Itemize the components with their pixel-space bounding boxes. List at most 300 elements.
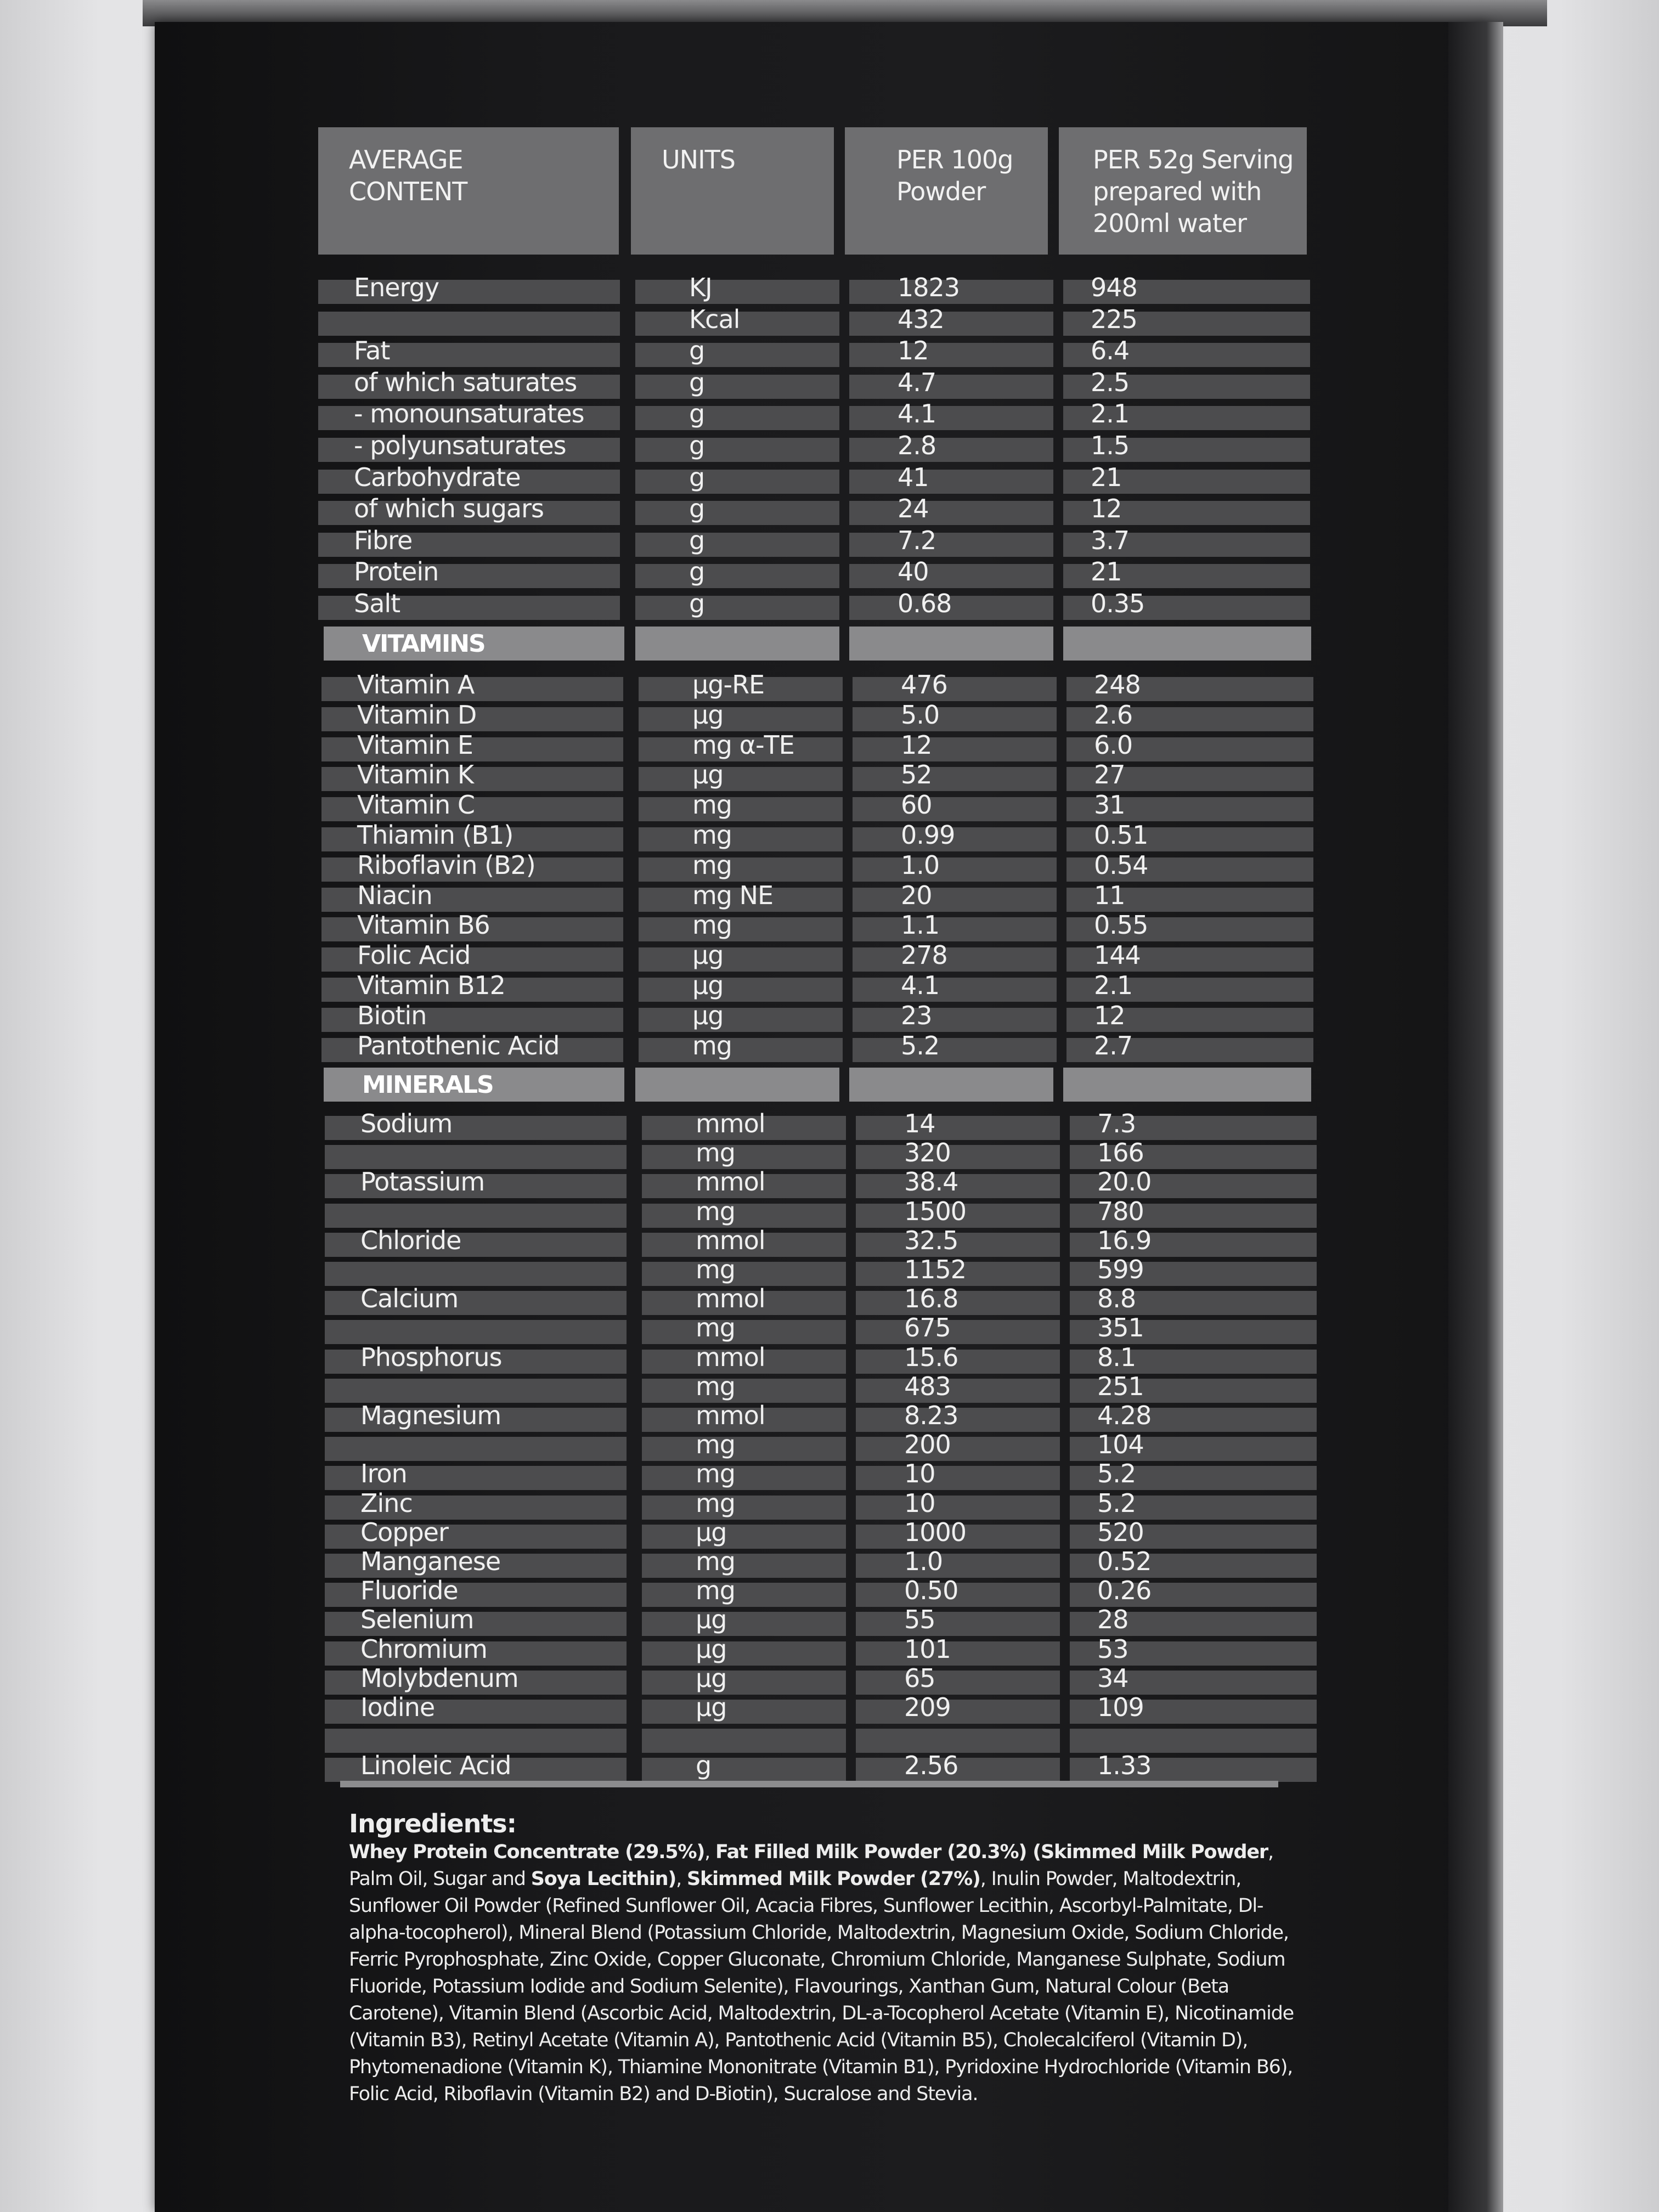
per-100g-value: 2.56 bbox=[904, 1751, 958, 1781]
per-serving-value: 520 bbox=[1097, 1517, 1144, 1547]
row-stripe bbox=[856, 1729, 1060, 1753]
unit-cell: mg bbox=[696, 1459, 736, 1489]
per-100g-value: 2.8 bbox=[898, 431, 936, 460]
unit-cell: mmol bbox=[696, 1109, 765, 1138]
table-row bbox=[318, 398, 1311, 429]
table-row bbox=[325, 1137, 1318, 1168]
section-band bbox=[849, 1068, 1053, 1102]
table-row bbox=[325, 1458, 1318, 1489]
ingredient-run: , bbox=[704, 1841, 715, 1863]
row-stripe bbox=[635, 280, 839, 304]
ingredients-block bbox=[349, 1808, 1314, 2108]
table-row bbox=[321, 940, 1314, 970]
unit-cell: g bbox=[696, 1751, 712, 1781]
per-serving-value: 27 bbox=[1094, 760, 1125, 790]
row-stripe bbox=[642, 1466, 846, 1490]
unit-cell: g bbox=[689, 336, 705, 366]
section-band bbox=[1063, 627, 1311, 661]
table-row bbox=[325, 1400, 1318, 1431]
ingredient-bold-run: Fat Filled Milk Powder (20.3%) (Skimmed Milk Powder bbox=[715, 1841, 1268, 1863]
nutrient-name: Linoleic Acid bbox=[360, 1751, 511, 1781]
nutrient-name: Carbohydrate bbox=[354, 462, 521, 492]
row-stripe bbox=[853, 797, 1057, 821]
unit-cell: mmol bbox=[696, 1167, 765, 1197]
row-stripe bbox=[325, 1379, 627, 1403]
nutrient-name: Pantothenic Acid bbox=[357, 1030, 560, 1060]
nutrient-name: Riboflavin (B2) bbox=[357, 850, 535, 880]
per-serving-value: 12 bbox=[1091, 494, 1122, 524]
row-stripe bbox=[856, 1379, 1060, 1403]
per-100g-value: 20 bbox=[901, 880, 932, 910]
ingredients-text bbox=[349, 1839, 1314, 2108]
per-serving-value: 1.5 bbox=[1091, 431, 1130, 460]
per-serving-value: 2.1 bbox=[1094, 970, 1133, 1000]
unit-cell: mg bbox=[696, 1430, 736, 1460]
row-stripe bbox=[635, 375, 839, 399]
unit-cell: mmol bbox=[696, 1401, 765, 1430]
per-serving-value: 34 bbox=[1097, 1663, 1128, 1693]
nutrient-name: Iodine bbox=[360, 1692, 435, 1722]
row-stripe bbox=[635, 343, 839, 367]
per-100g-value: 55 bbox=[904, 1605, 935, 1635]
per-serving-value: 0.51 bbox=[1094, 820, 1148, 850]
per-100g-value: 24 bbox=[898, 494, 929, 524]
unit-cell: g bbox=[689, 462, 705, 492]
per-100g-value: 5.0 bbox=[901, 699, 940, 730]
row-stripe bbox=[856, 1145, 1060, 1169]
section-band bbox=[635, 1068, 839, 1102]
row-stripe bbox=[853, 1038, 1057, 1062]
table-row bbox=[325, 1750, 1318, 1781]
per-100g-value: 1823 bbox=[898, 273, 960, 302]
row-stripe bbox=[849, 343, 1053, 367]
per-100g-value: 320 bbox=[904, 1138, 951, 1168]
table-row bbox=[325, 1517, 1318, 1548]
row-stripe bbox=[642, 1496, 846, 1520]
table-row bbox=[318, 556, 1311, 587]
row-stripe bbox=[325, 1437, 627, 1461]
nutrient-name: Vitamin D bbox=[357, 699, 477, 730]
per-100g-value: 1000 bbox=[904, 1517, 967, 1547]
unit-cell: mg bbox=[692, 1030, 732, 1060]
table-row bbox=[321, 789, 1314, 820]
table-row bbox=[325, 1312, 1318, 1343]
row-stripe bbox=[642, 1525, 846, 1549]
row-stripe bbox=[642, 1729, 846, 1753]
section-band bbox=[635, 627, 839, 661]
per-serving-value: 2.7 bbox=[1094, 1030, 1133, 1060]
unit-cell: mg bbox=[692, 910, 732, 940]
per-serving-value: 104 bbox=[1097, 1430, 1144, 1460]
nutrient-name: Manganese bbox=[360, 1547, 501, 1576]
nutrient-name: of which sugars bbox=[354, 494, 544, 524]
unit-cell: mg bbox=[692, 820, 732, 850]
unit-cell: mg bbox=[692, 850, 732, 880]
per-100g-value: 483 bbox=[904, 1371, 951, 1401]
unit-cell: g bbox=[689, 399, 705, 429]
unit-cell: mmol bbox=[696, 1284, 765, 1314]
unit-cell: g bbox=[689, 557, 705, 587]
unit-cell: mg bbox=[692, 790, 732, 820]
per-serving-value: 53 bbox=[1097, 1634, 1128, 1664]
table-row bbox=[321, 730, 1314, 760]
table-row bbox=[325, 1108, 1318, 1139]
nutrient-name: Fat bbox=[354, 336, 390, 366]
nutrient-name: Molybdenum bbox=[360, 1663, 518, 1693]
table-row bbox=[321, 880, 1314, 911]
table-row bbox=[321, 1030, 1314, 1061]
row-stripe bbox=[639, 827, 843, 851]
row-stripe bbox=[853, 707, 1057, 731]
per-serving-value: 251 bbox=[1097, 1371, 1144, 1401]
nutrient-name: Energy bbox=[354, 273, 439, 302]
per-100g-value: 278 bbox=[901, 940, 947, 970]
row-stripe bbox=[642, 1379, 846, 1403]
ingredient-run: , Palm Oil, Sugar and bbox=[349, 1841, 1273, 1890]
per-100g-value: 1.0 bbox=[904, 1547, 943, 1576]
per-serving-value: 948 bbox=[1091, 273, 1137, 302]
nutrient-name: - monounsaturates bbox=[354, 399, 584, 429]
per-serving-value: 20.0 bbox=[1097, 1167, 1152, 1197]
per-serving-value: 8.1 bbox=[1097, 1342, 1136, 1372]
ingredient-bold-run: Soya Lecithin) bbox=[531, 1868, 676, 1890]
per-100g-value: 1.0 bbox=[901, 850, 940, 880]
row-stripe bbox=[856, 1612, 1060, 1636]
table-row bbox=[318, 525, 1311, 556]
unit-cell: mmol bbox=[696, 1342, 765, 1372]
table-row bbox=[321, 759, 1314, 790]
row-stripe bbox=[325, 1320, 627, 1344]
row-stripe bbox=[639, 767, 843, 791]
row-stripe bbox=[849, 501, 1053, 525]
unit-cell: mmol bbox=[696, 1225, 765, 1255]
per-serving-value: 351 bbox=[1097, 1313, 1144, 1343]
table-row bbox=[321, 669, 1314, 700]
table-row bbox=[318, 493, 1311, 524]
per-100g-value: 4.1 bbox=[898, 399, 936, 429]
per-serving-value: 3.7 bbox=[1091, 525, 1130, 555]
row-stripe bbox=[856, 1641, 1060, 1666]
per-serving-value: 8.8 bbox=[1097, 1284, 1136, 1314]
row-stripe bbox=[642, 1204, 846, 1228]
nutrient-name: Magnesium bbox=[360, 1401, 501, 1430]
per-serving-value: 1.33 bbox=[1097, 1751, 1152, 1781]
table-row bbox=[318, 304, 1311, 335]
nutrient-name: Vitamin E bbox=[357, 730, 473, 760]
row-stripe bbox=[325, 1145, 627, 1169]
nutrient-name: Potassium bbox=[360, 1167, 485, 1197]
table-row bbox=[321, 1000, 1314, 1031]
per-100g-value: 209 bbox=[904, 1692, 951, 1722]
row-stripe bbox=[849, 406, 1053, 430]
row-stripe bbox=[849, 438, 1053, 462]
unit-cell: µg bbox=[696, 1692, 727, 1722]
nutrient-name: Copper bbox=[360, 1517, 448, 1547]
per-100g-value: 0.99 bbox=[901, 820, 955, 850]
unit-cell: µg bbox=[696, 1634, 727, 1664]
per-100g-value: 14 bbox=[904, 1109, 935, 1138]
per-100g-value: 5.2 bbox=[901, 1030, 940, 1060]
nutrient-name: Folic Acid bbox=[357, 940, 471, 970]
per-100g-value: 65 bbox=[904, 1663, 935, 1693]
per-serving-value: 248 bbox=[1094, 670, 1141, 699]
per-100g-value: 41 bbox=[898, 462, 929, 492]
per-serving-value: 780 bbox=[1097, 1196, 1144, 1226]
per-serving-value: 5.2 bbox=[1097, 1488, 1136, 1518]
row-stripe bbox=[853, 677, 1057, 701]
per-100g-value: 8.23 bbox=[904, 1401, 958, 1430]
unit-cell: µg bbox=[696, 1605, 727, 1635]
section-minerals bbox=[324, 1068, 1311, 1102]
table-row bbox=[318, 272, 1311, 303]
per-100g-value: 32.5 bbox=[904, 1225, 958, 1255]
table-row bbox=[325, 1429, 1318, 1460]
per-100g-value: 16.8 bbox=[904, 1284, 958, 1314]
table-row bbox=[321, 699, 1314, 730]
table-row bbox=[325, 1604, 1318, 1635]
table-row bbox=[321, 910, 1314, 940]
per-100g-value: 101 bbox=[904, 1634, 951, 1664]
row-stripe bbox=[318, 312, 620, 336]
unit-cell: mg bbox=[696, 1371, 736, 1401]
table-row bbox=[325, 1254, 1318, 1285]
unit-cell: g bbox=[689, 431, 705, 460]
row-stripe bbox=[849, 375, 1053, 399]
table-row bbox=[321, 970, 1314, 1001]
per-100g-value: 12 bbox=[898, 336, 929, 366]
row-stripe bbox=[639, 857, 843, 882]
row-stripe bbox=[853, 737, 1057, 761]
row-stripe bbox=[849, 470, 1053, 494]
table-row bbox=[321, 820, 1314, 850]
row-stripe bbox=[325, 1729, 627, 1753]
per-100g-value: 1.1 bbox=[901, 910, 940, 940]
row-stripe bbox=[642, 1700, 846, 1724]
table-row bbox=[321, 850, 1314, 881]
row-stripe bbox=[635, 596, 839, 620]
per-100g-value: 40 bbox=[898, 557, 929, 587]
row-stripe bbox=[856, 1554, 1060, 1578]
table-row bbox=[318, 335, 1311, 366]
row-stripe bbox=[856, 1671, 1060, 1695]
row-stripe bbox=[856, 1437, 1060, 1461]
unit-cell: µg bbox=[692, 970, 724, 1000]
nutrient-name: Vitamin K bbox=[357, 760, 473, 790]
per-100g-value: 23 bbox=[901, 1000, 932, 1030]
row-stripe bbox=[1070, 1729, 1317, 1753]
per-100g-value: 432 bbox=[898, 304, 944, 334]
table-row bbox=[318, 430, 1311, 461]
unit-cell: mg bbox=[696, 1576, 736, 1606]
row-stripe bbox=[849, 533, 1053, 557]
row-stripe bbox=[642, 1320, 846, 1344]
unit-cell: µg-RE bbox=[692, 670, 765, 699]
row-stripe bbox=[856, 1700, 1060, 1724]
ingredient-run: , Inulin Powder, Maltodextrin, Sunflower Oil Powder (Refined Sunflower Oil, Acacia Fibres, Sunflower Lecithin, Ascorbyl-Palmitate, Dl-alpha-tocopherol), Mineral Blend (Potassium Chloride, Maltodextrin, Magnesium Oxide, Sodium Chloride, Ferric Pyrophosphate, Zinc Oxide, Copper Gluconate, Chromium Chloride, Manganese Sulphate, Sodium Fluoride, Potassium Iodide and Sodium Selenite), Flavourings, Xanthan Gum, Natural Colour (Beta Carotene), Vitamin Blend (Ascorbic Acid, Maltodextrin, DL-a-Tocopherol Acetate (Vitamin E), Nicotinamide (Vitamin B3), Retinyl Acetate (Vitamin A), Pantothenic Acid (Vitamin B5), Cholecalciferol (Vitamin D), Phytomenadione (Vitamin K), Thiamine Mononitrate (Vitamin B1), Pyridoxine Hydrochloride (Vitamin B6), Folic Acid, Riboflavin (Vitamin B2) and D-Biotin), Sucralose and Stevia. bbox=[349, 1868, 1294, 2105]
row-stripe bbox=[635, 406, 839, 430]
per-100g-value: 200 bbox=[904, 1430, 951, 1460]
nutrient-name: Niacin bbox=[357, 880, 432, 910]
unit-cell: µg bbox=[696, 1517, 727, 1547]
row-stripe bbox=[639, 797, 843, 821]
table-row bbox=[325, 1166, 1318, 1197]
row-stripe bbox=[849, 564, 1053, 588]
unit-cell: µg bbox=[692, 1000, 724, 1030]
per-100g-value: 0.68 bbox=[898, 589, 952, 618]
nutrient-name: Phosphorus bbox=[360, 1342, 502, 1372]
per-serving-value: 21 bbox=[1091, 462, 1122, 492]
row-stripe bbox=[642, 1758, 846, 1782]
per-100g-value: 38.4 bbox=[904, 1167, 958, 1197]
header-per-serving: PER 52g Serving prepared with 200ml water bbox=[1059, 127, 1307, 255]
per-100g-value: 4.1 bbox=[901, 970, 940, 1000]
per-serving-value: 0.55 bbox=[1094, 910, 1148, 940]
row-stripe bbox=[639, 978, 843, 1002]
unit-cell: mg bbox=[696, 1313, 736, 1343]
per-serving-value: 109 bbox=[1097, 1692, 1144, 1722]
per-serving-value: 225 bbox=[1091, 304, 1137, 334]
row-stripe bbox=[856, 1116, 1060, 1140]
per-serving-value: 12 bbox=[1094, 1000, 1125, 1030]
table-row bbox=[318, 367, 1311, 398]
per-serving-value: 28 bbox=[1097, 1605, 1128, 1635]
unit-cell: mg α-TE bbox=[692, 730, 794, 760]
row-stripe bbox=[642, 1145, 846, 1169]
row-stripe bbox=[325, 1204, 627, 1228]
unit-cell: mg bbox=[696, 1196, 736, 1226]
section-vitamins bbox=[324, 627, 1311, 661]
table-row bbox=[325, 1196, 1318, 1227]
nutrient-name: Calcium bbox=[360, 1284, 459, 1314]
row-stripe bbox=[635, 501, 839, 525]
per-100g-value: 10 bbox=[904, 1459, 935, 1489]
per-100g-value: 7.2 bbox=[898, 525, 936, 555]
per-serving-value: 0.35 bbox=[1091, 589, 1145, 618]
per-serving-value: 144 bbox=[1094, 940, 1141, 970]
table-row bbox=[325, 1692, 1318, 1723]
row-stripe bbox=[639, 1038, 843, 1062]
header-units: UNITS bbox=[631, 127, 834, 255]
ingredient-bold-run: Whey Protein Concentrate (29.5%) bbox=[349, 1841, 705, 1863]
per-100g-value: 675 bbox=[904, 1313, 951, 1343]
row-stripe bbox=[635, 564, 839, 588]
row-stripe bbox=[853, 888, 1057, 912]
unit-cell: µg bbox=[696, 1663, 727, 1693]
per-100g-value: 4.7 bbox=[898, 367, 936, 397]
per-100g-value: 10 bbox=[904, 1488, 935, 1518]
nutrient-name: Chromium bbox=[360, 1634, 487, 1664]
header-average-content: AVERAGE CONTENT bbox=[318, 127, 619, 255]
unit-cell: KJ bbox=[689, 273, 712, 302]
nutrient-name: Vitamin C bbox=[357, 790, 475, 820]
row-stripe bbox=[853, 978, 1057, 1002]
per-serving-value: 11 bbox=[1094, 880, 1125, 910]
row-stripe bbox=[635, 438, 839, 462]
unit-cell: mg bbox=[696, 1138, 736, 1168]
unit-cell: µg bbox=[692, 699, 724, 730]
per-serving-value: 2.1 bbox=[1091, 399, 1130, 429]
table-row bbox=[318, 588, 1311, 619]
unit-cell: mg bbox=[696, 1547, 736, 1576]
nutrient-name: Fibre bbox=[354, 525, 413, 555]
nutrient-name: Chloride bbox=[360, 1225, 461, 1255]
nutrient-name: Vitamin A bbox=[357, 670, 475, 699]
nutrient-name: Fluoride bbox=[360, 1576, 458, 1606]
unit-cell: mg bbox=[696, 1255, 736, 1284]
row-stripe bbox=[635, 533, 839, 557]
unit-cell: mg bbox=[696, 1488, 736, 1518]
unit-cell: g bbox=[689, 494, 705, 524]
row-stripe bbox=[639, 707, 843, 731]
table-row bbox=[325, 1342, 1318, 1373]
nutrient-name: Vitamin B6 bbox=[357, 910, 490, 940]
nutrient-name: Selenium bbox=[360, 1605, 474, 1635]
row-stripe bbox=[642, 1612, 846, 1636]
section-label: MINERALS bbox=[362, 1071, 493, 1099]
section-label: VITAMINS bbox=[362, 630, 485, 658]
ingredient-run: , bbox=[676, 1868, 687, 1890]
row-stripe bbox=[642, 1671, 846, 1695]
row-stripe bbox=[642, 1641, 846, 1666]
row-stripe bbox=[849, 312, 1053, 336]
table-row bbox=[325, 1546, 1318, 1577]
per-100g-value: 1500 bbox=[904, 1196, 967, 1226]
nutrient-name: Protein bbox=[354, 557, 439, 587]
row-stripe bbox=[856, 1466, 1060, 1490]
per-serving-value: 31 bbox=[1094, 790, 1125, 820]
per-serving-value: 6.0 bbox=[1094, 730, 1133, 760]
nutrient-name: Vitamin B12 bbox=[357, 970, 505, 1000]
nutrient-name: Salt bbox=[354, 589, 400, 618]
per-100g-value: 52 bbox=[901, 760, 932, 790]
table-row bbox=[325, 1634, 1318, 1664]
row-stripe bbox=[639, 947, 843, 972]
table-row bbox=[325, 1663, 1318, 1694]
per-serving-value: 0.26 bbox=[1097, 1576, 1152, 1606]
per-100g-value: 1152 bbox=[904, 1255, 967, 1284]
row-stripe bbox=[853, 857, 1057, 882]
row-stripe bbox=[856, 1496, 1060, 1520]
unit-cell: µg bbox=[692, 940, 724, 970]
ingredients-title: Ingredients: bbox=[349, 1809, 517, 1838]
row-stripe bbox=[856, 1320, 1060, 1344]
row-stripe bbox=[635, 470, 839, 494]
unit-cell: µg bbox=[692, 760, 724, 790]
nutrient-name: of which saturates bbox=[354, 367, 577, 397]
row-stripe bbox=[639, 917, 843, 941]
per-serving-value: 2.5 bbox=[1091, 367, 1130, 397]
per-serving-value: 21 bbox=[1091, 557, 1122, 587]
per-serving-value: 7.3 bbox=[1097, 1109, 1136, 1138]
row-stripe bbox=[642, 1583, 846, 1607]
per-serving-value: 5.2 bbox=[1097, 1459, 1136, 1489]
per-serving-value: 2.6 bbox=[1094, 699, 1133, 730]
section-band bbox=[1063, 1068, 1311, 1102]
row-stripe bbox=[642, 1554, 846, 1578]
nutrient-name: Sodium bbox=[360, 1109, 453, 1138]
per-serving-value: 166 bbox=[1097, 1138, 1144, 1168]
row-stripe bbox=[853, 767, 1057, 791]
nutrient-name: Biotin bbox=[357, 1000, 427, 1030]
table-row bbox=[325, 1283, 1318, 1314]
row-stripe bbox=[639, 1008, 843, 1032]
per-serving-value: 0.54 bbox=[1094, 850, 1148, 880]
nutrient-name: Iron bbox=[360, 1459, 407, 1489]
table-row bbox=[325, 1575, 1318, 1606]
ingredient-bold-run: Skimmed Milk Powder (27%) bbox=[687, 1868, 980, 1890]
per-100g-value: 12 bbox=[901, 730, 932, 760]
unit-cell: mg NE bbox=[692, 880, 774, 910]
